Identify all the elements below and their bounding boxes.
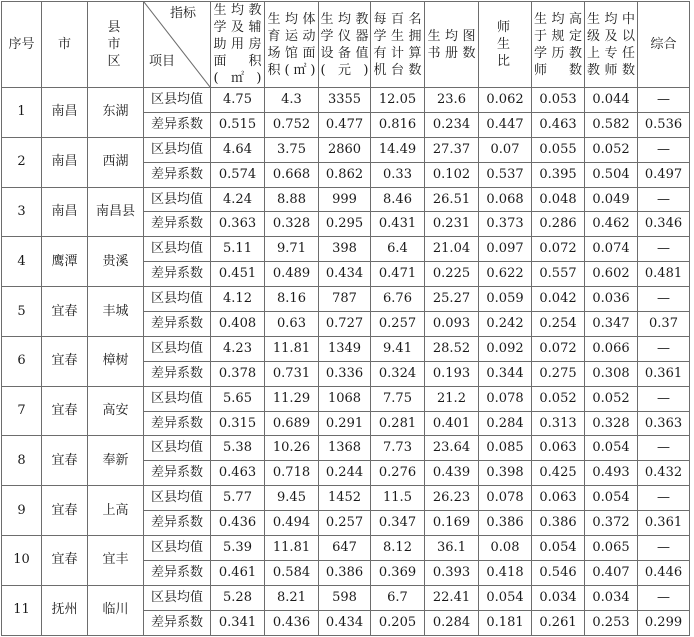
cell-coef-value: 0.546 xyxy=(532,560,585,585)
cell-coef-value: 0.276 xyxy=(371,461,425,486)
row-index: 6 xyxy=(2,336,42,386)
row-county: 临川 xyxy=(88,585,144,635)
row-index: 3 xyxy=(2,187,42,237)
cell-mean-value: 0.034 xyxy=(585,585,638,610)
table-row xyxy=(2,336,690,361)
cell-coef-value: 0.493 xyxy=(585,461,638,486)
cell-coef-value: 0.395 xyxy=(532,162,585,187)
header-col-text: 生均图书册数 xyxy=(427,28,476,61)
cell-coef-value: 0.284 xyxy=(425,610,479,635)
header-col xyxy=(479,2,532,88)
cell-mean-value: 8.16 xyxy=(265,287,319,312)
cell-mean-value: 0.042 xyxy=(532,287,585,312)
cell-mean-value: 5.11 xyxy=(211,237,265,262)
cell-coef-value: 0.425 xyxy=(532,461,585,486)
cell-coef-value: 0.299 xyxy=(638,610,690,635)
cell-coef-value: 0.346 xyxy=(638,212,690,237)
cell-coef-value: 0.497 xyxy=(638,162,690,187)
cell-mean-value: 12.05 xyxy=(371,88,425,113)
cell-mean-value: 1349 xyxy=(319,336,371,361)
cell-mean-value: 0.059 xyxy=(479,287,532,312)
cell-mean-value: 0.072 xyxy=(532,237,585,262)
cell-coef-value: 0.434 xyxy=(319,610,371,635)
cell-mean-value: 1368 xyxy=(319,436,371,461)
cell-coef-value: 0.731 xyxy=(265,361,319,386)
row-city: 宜春 xyxy=(42,386,88,436)
row-county: 丰城 xyxy=(88,287,144,337)
cell-coef-value: 0.344 xyxy=(479,361,532,386)
cell-coef-value: 0.386 xyxy=(319,560,371,585)
header-county-text: 县市区 xyxy=(107,20,121,69)
cell-mean-value: 0.053 xyxy=(532,88,585,113)
cell-coef-value: 0.372 xyxy=(585,511,638,536)
row-city: 宜春 xyxy=(42,536,88,586)
cell-coef-value: 0.275 xyxy=(532,361,585,386)
row-label-mean: 区县均值 xyxy=(144,88,211,113)
row-label-coef: 差异系数 xyxy=(144,212,211,237)
row-label-coef: 差异系数 xyxy=(144,511,211,536)
cell-coef-value: 0.308 xyxy=(585,361,638,386)
cell-mean-value: 5.38 xyxy=(211,436,265,461)
cell-coef-value: 0.205 xyxy=(371,610,425,635)
row-label-coef: 差异系数 xyxy=(144,361,211,386)
cell-mean-value: 0.097 xyxy=(479,237,532,262)
row-county: 宜丰 xyxy=(88,536,144,586)
cell-mean-value: 4.75 xyxy=(211,88,265,113)
row-city: 南昌 xyxy=(42,187,88,237)
cell-coef-value: 0.446 xyxy=(638,560,690,585)
cell-coef-value: 0.461 xyxy=(211,560,265,585)
cell-coef-value: 0.315 xyxy=(211,411,265,436)
cell-coef-value: 0.752 xyxy=(265,112,319,137)
table-body xyxy=(2,88,690,636)
cell-mean-value: 0.049 xyxy=(585,187,638,212)
cell-coef-value: 0.537 xyxy=(479,162,532,187)
row-label-mean: 区县均值 xyxy=(144,137,211,162)
cell-coef-value: 0.295 xyxy=(319,212,371,237)
cell-mean-value: 1452 xyxy=(319,486,371,511)
cell-coef-value: 0.574 xyxy=(211,162,265,187)
header-col-text: 生均教学仪器设备值(元) xyxy=(320,11,369,78)
cell-mean-value: — xyxy=(638,386,690,411)
cell-coef-value: 0.582 xyxy=(585,112,638,137)
row-label-mean: 区县均值 xyxy=(144,585,211,610)
header-col xyxy=(585,2,638,88)
cell-coef-value: 0.401 xyxy=(425,411,479,436)
cell-mean-value: — xyxy=(638,436,690,461)
table-row xyxy=(2,585,690,610)
row-label-coef: 差异系数 xyxy=(144,461,211,486)
row-label-mean: 区县均值 xyxy=(144,436,211,461)
cell-coef-value: 0.436 xyxy=(265,610,319,635)
cell-coef-value: 0.261 xyxy=(532,610,585,635)
cell-mean-value: — xyxy=(638,486,690,511)
cell-coef-value: 0.33 xyxy=(371,162,425,187)
cell-mean-value: 26.51 xyxy=(425,187,479,212)
cell-mean-value: 9.41 xyxy=(371,336,425,361)
cell-mean-value: 0.074 xyxy=(585,237,638,262)
cell-mean-value: 10.26 xyxy=(265,436,319,461)
cell-coef-value: 0.253 xyxy=(585,610,638,635)
cell-mean-value: 0.063 xyxy=(532,486,585,511)
header-col-text: 生均高于规定学历教师数 xyxy=(534,11,582,78)
cell-mean-value: — xyxy=(638,287,690,312)
cell-mean-value: 999 xyxy=(319,187,371,212)
cell-coef-value: 0.447 xyxy=(479,112,532,137)
row-county: 上高 xyxy=(88,486,144,536)
cell-coef-value: 0.431 xyxy=(371,212,425,237)
cell-mean-value: 5.65 xyxy=(211,386,265,411)
cell-coef-value: 0.284 xyxy=(479,411,532,436)
cell-mean-value: 11.29 xyxy=(265,386,319,411)
cell-coef-value: 0.398 xyxy=(479,461,532,486)
row-city: 鹰潭 xyxy=(42,237,88,287)
row-city: 宜春 xyxy=(42,486,88,536)
cell-mean-value: 11.81 xyxy=(265,536,319,561)
cell-coef-value: 0.254 xyxy=(532,312,585,337)
row-index: 4 xyxy=(2,237,42,287)
row-label-coef: 差异系数 xyxy=(144,411,211,436)
row-county: 贵溪 xyxy=(88,237,144,287)
cell-mean-value: 36.1 xyxy=(425,536,479,561)
cell-coef-value: 0.557 xyxy=(532,262,585,287)
row-label-coef: 差异系数 xyxy=(144,560,211,585)
cell-mean-value: 0.08 xyxy=(479,536,532,561)
cell-mean-value: 23.64 xyxy=(425,436,479,461)
cell-coef-value: 0.231 xyxy=(425,212,479,237)
cell-coef-value: 0.584 xyxy=(265,560,319,585)
table-row xyxy=(2,137,690,162)
table-row xyxy=(2,486,690,511)
cell-coef-value: 0.257 xyxy=(371,312,425,337)
table-row xyxy=(2,386,690,411)
row-county: 南昌县 xyxy=(88,187,144,237)
cell-coef-value: 0.471 xyxy=(371,262,425,287)
header-row xyxy=(2,2,690,88)
cell-mean-value: — xyxy=(638,336,690,361)
row-label-coef: 差异系数 xyxy=(144,312,211,337)
row-index: 9 xyxy=(2,486,42,536)
table-row xyxy=(2,436,690,461)
cell-coef-value: 0.291 xyxy=(319,411,371,436)
cell-coef-value: 0.386 xyxy=(532,511,585,536)
cell-coef-value: 0.515 xyxy=(211,112,265,137)
cell-coef-value: 0.439 xyxy=(425,461,479,486)
cell-mean-value: — xyxy=(638,187,690,212)
cell-mean-value: 27.37 xyxy=(425,137,479,162)
cell-coef-value: 0.816 xyxy=(371,112,425,137)
cell-coef-value: 0.102 xyxy=(425,162,479,187)
cell-mean-value: 23.6 xyxy=(425,88,479,113)
row-label-coef: 差异系数 xyxy=(144,162,211,187)
cell-coef-value: 0.363 xyxy=(211,212,265,237)
cell-mean-value: 8.46 xyxy=(371,187,425,212)
cell-coef-value: 0.341 xyxy=(211,610,265,635)
cell-mean-value: 1068 xyxy=(319,386,371,411)
cell-coef-value: 0.718 xyxy=(265,461,319,486)
cell-mean-value: 0.054 xyxy=(585,436,638,461)
cell-mean-value: — xyxy=(638,585,690,610)
cell-mean-value: 0.052 xyxy=(585,386,638,411)
cell-coef-value: 0.286 xyxy=(532,212,585,237)
row-city: 南昌 xyxy=(42,88,88,138)
cell-mean-value: 0.092 xyxy=(479,336,532,361)
cell-mean-value: 0.068 xyxy=(479,187,532,212)
cell-coef-value: 0.63 xyxy=(265,312,319,337)
row-label-coef: 差异系数 xyxy=(144,610,211,635)
cell-coef-value: 0.361 xyxy=(638,511,690,536)
cell-mean-value: 25.27 xyxy=(425,287,479,312)
row-city: 宜春 xyxy=(42,336,88,386)
cell-coef-value: 0.462 xyxy=(585,212,638,237)
cell-coef-value: 0.181 xyxy=(479,610,532,635)
cell-coef-value: 0.336 xyxy=(319,361,371,386)
cell-mean-value: 0.048 xyxy=(532,187,585,212)
cell-mean-value: 14.49 xyxy=(371,137,425,162)
cell-coef-value: 0.408 xyxy=(211,312,265,337)
row-county: 西湖 xyxy=(88,137,144,187)
header-col xyxy=(371,2,425,88)
cell-mean-value: 0.054 xyxy=(479,585,532,610)
header-col xyxy=(532,2,585,88)
header-diagonal-cell xyxy=(144,2,211,88)
cell-mean-value: 0.062 xyxy=(479,88,532,113)
cell-mean-value: 26.23 xyxy=(425,486,479,511)
cell-coef-value: 0.489 xyxy=(265,262,319,287)
cell-coef-value: 0.602 xyxy=(585,262,638,287)
row-city: 抚州 xyxy=(42,585,88,635)
header-item: 项目 xyxy=(149,54,176,69)
header-col xyxy=(425,2,479,88)
row-index: 2 xyxy=(2,137,42,187)
cell-mean-value: 9.45 xyxy=(265,486,319,511)
cell-coef-value: 0.393 xyxy=(425,560,479,585)
row-label-coef: 差异系数 xyxy=(144,112,211,137)
cell-coef-value: 0.494 xyxy=(265,511,319,536)
cell-coef-value: 0.504 xyxy=(585,162,638,187)
cell-mean-value: — xyxy=(638,137,690,162)
cell-mean-value: 647 xyxy=(319,536,371,561)
cell-mean-value: 6.7 xyxy=(371,585,425,610)
cell-coef-value: 0.225 xyxy=(425,262,479,287)
cell-coef-value: 0.386 xyxy=(479,511,532,536)
cell-coef-value: 0.169 xyxy=(425,511,479,536)
header-city: 市 xyxy=(42,2,88,88)
row-index: 5 xyxy=(2,287,42,337)
table-row xyxy=(2,287,690,312)
cell-mean-value: 0.063 xyxy=(532,436,585,461)
cell-mean-value: 0.072 xyxy=(532,336,585,361)
row-index: 11 xyxy=(2,585,42,635)
cell-mean-value: 0.055 xyxy=(532,137,585,162)
cell-mean-value: 7.75 xyxy=(371,386,425,411)
header-col xyxy=(265,2,319,88)
cell-mean-value: 2860 xyxy=(319,137,371,162)
cell-coef-value: 0.347 xyxy=(585,312,638,337)
cell-mean-value: 0.052 xyxy=(532,386,585,411)
cell-mean-value: 598 xyxy=(319,585,371,610)
data-table xyxy=(1,1,690,636)
cell-coef-value: 0.727 xyxy=(319,312,371,337)
cell-mean-value: 0.054 xyxy=(585,486,638,511)
cell-coef-value: 0.363 xyxy=(638,411,690,436)
header-col-text: 综合 xyxy=(650,37,677,52)
cell-coef-value: 0.436 xyxy=(211,511,265,536)
cell-coef-value: 0.281 xyxy=(371,411,425,436)
cell-mean-value: 21.2 xyxy=(425,386,479,411)
row-label-mean: 区县均值 xyxy=(144,536,211,561)
cell-coef-value: 0.328 xyxy=(265,212,319,237)
cell-mean-value: — xyxy=(638,536,690,561)
cell-coef-value: 0.373 xyxy=(479,212,532,237)
cell-mean-value: 0.044 xyxy=(585,88,638,113)
cell-mean-value: 3355 xyxy=(319,88,371,113)
cell-coef-value: 0.463 xyxy=(532,112,585,137)
cell-mean-value: 4.23 xyxy=(211,336,265,361)
header-col-text: 生均中级及以上专任教师数 xyxy=(587,11,635,78)
cell-mean-value: 8.21 xyxy=(265,585,319,610)
cell-mean-value: 0.034 xyxy=(532,585,585,610)
row-label-coef: 差异系数 xyxy=(144,262,211,287)
cell-mean-value: 4.3 xyxy=(265,88,319,113)
row-city: 宜春 xyxy=(42,436,88,486)
cell-mean-value: 398 xyxy=(319,237,371,262)
row-index: 10 xyxy=(2,536,42,586)
cell-coef-value: 0.324 xyxy=(371,361,425,386)
cell-mean-value: 0.036 xyxy=(585,287,638,312)
cell-coef-value: 0.481 xyxy=(638,262,690,287)
cell-coef-value: 0.862 xyxy=(319,162,371,187)
row-label-mean: 区县均值 xyxy=(144,187,211,212)
cell-coef-value: 0.234 xyxy=(425,112,479,137)
header-index: 序号 xyxy=(2,2,42,88)
cell-mean-value: 0.078 xyxy=(479,486,532,511)
cell-mean-value: 0.085 xyxy=(479,436,532,461)
cell-mean-value: 8.12 xyxy=(371,536,425,561)
cell-mean-value: 0.065 xyxy=(585,536,638,561)
row-index: 1 xyxy=(2,88,42,138)
cell-coef-value: 0.257 xyxy=(319,511,371,536)
row-index: 8 xyxy=(2,436,42,486)
cell-coef-value: 0.432 xyxy=(638,461,690,486)
row-county: 樟树 xyxy=(88,336,144,386)
cell-coef-value: 0.347 xyxy=(371,511,425,536)
cell-mean-value: 4.24 xyxy=(211,187,265,212)
cell-mean-value: 0.07 xyxy=(479,137,532,162)
row-county: 东湖 xyxy=(88,88,144,138)
header-indicator: 指标 xyxy=(169,6,196,21)
row-city: 南昌 xyxy=(42,137,88,187)
table-row xyxy=(2,237,690,262)
cell-mean-value: 787 xyxy=(319,287,371,312)
header-col-text: 师生比 xyxy=(497,20,511,69)
cell-mean-value: 4.12 xyxy=(211,287,265,312)
cell-coef-value: 0.418 xyxy=(479,560,532,585)
cell-coef-value: 0.244 xyxy=(319,461,371,486)
header-col-text: 生均体育运动场馆面积(㎡) xyxy=(267,11,316,78)
row-county: 奉新 xyxy=(88,436,144,486)
cell-mean-value: 11.81 xyxy=(265,336,319,361)
row-city: 宜春 xyxy=(42,287,88,337)
cell-coef-value: 0.361 xyxy=(638,361,690,386)
table-row xyxy=(2,187,690,212)
row-label-mean: 区县均值 xyxy=(144,336,211,361)
row-label-mean: 区县均值 xyxy=(144,486,211,511)
row-label-mean: 区县均值 xyxy=(144,287,211,312)
cell-coef-value: 0.434 xyxy=(319,262,371,287)
cell-coef-value: 0.477 xyxy=(319,112,371,137)
row-county: 高安 xyxy=(88,386,144,436)
cell-coef-value: 0.313 xyxy=(532,411,585,436)
cell-coef-value: 0.463 xyxy=(211,461,265,486)
header-col xyxy=(211,2,265,88)
cell-mean-value: 0.066 xyxy=(585,336,638,361)
cell-coef-value: 0.193 xyxy=(425,361,479,386)
cell-mean-value: 21.04 xyxy=(425,237,479,262)
cell-coef-value: 0.093 xyxy=(425,312,479,337)
cell-mean-value: 5.77 xyxy=(211,486,265,511)
cell-coef-value: 0.689 xyxy=(265,411,319,436)
cell-coef-value: 0.37 xyxy=(638,312,690,337)
cell-coef-value: 0.622 xyxy=(479,262,532,287)
cell-coef-value: 0.378 xyxy=(211,361,265,386)
cell-coef-value: 0.242 xyxy=(479,312,532,337)
header-col xyxy=(638,2,690,88)
cell-mean-value: 5.39 xyxy=(211,536,265,561)
table-row xyxy=(2,88,690,113)
cell-mean-value: 11.5 xyxy=(371,486,425,511)
cell-mean-value: 6.76 xyxy=(371,287,425,312)
cell-mean-value: 22.41 xyxy=(425,585,479,610)
cell-mean-value: 7.73 xyxy=(371,436,425,461)
cell-mean-value: 0.052 xyxy=(585,137,638,162)
row-index: 7 xyxy=(2,386,42,436)
header-col-text: 生均教学及辅助用房面积(㎡) xyxy=(213,3,262,86)
cell-mean-value: 5.28 xyxy=(211,585,265,610)
cell-mean-value: 0.078 xyxy=(479,386,532,411)
cell-mean-value: 9.71 xyxy=(265,237,319,262)
cell-mean-value: 3.75 xyxy=(265,137,319,162)
cell-mean-value: 0.054 xyxy=(532,536,585,561)
cell-mean-value: — xyxy=(638,237,690,262)
cell-coef-value: 0.536 xyxy=(638,112,690,137)
cell-mean-value: 8.88 xyxy=(265,187,319,212)
header-county xyxy=(88,2,144,88)
cell-mean-value: 4.64 xyxy=(211,137,265,162)
cell-coef-value: 0.369 xyxy=(371,560,425,585)
row-label-mean: 区县均值 xyxy=(144,237,211,262)
cell-coef-value: 0.451 xyxy=(211,262,265,287)
cell-coef-value: 0.668 xyxy=(265,162,319,187)
header-col xyxy=(319,2,371,88)
cell-coef-value: 0.407 xyxy=(585,560,638,585)
cell-coef-value: 0.328 xyxy=(585,411,638,436)
row-label-mean: 区县均值 xyxy=(144,386,211,411)
table-row xyxy=(2,536,690,561)
cell-mean-value: — xyxy=(638,88,690,113)
cell-mean-value: 28.52 xyxy=(425,336,479,361)
cell-mean-value: 6.4 xyxy=(371,237,425,262)
header-col-text: 每百名学生拥有计算机台数 xyxy=(373,11,422,78)
